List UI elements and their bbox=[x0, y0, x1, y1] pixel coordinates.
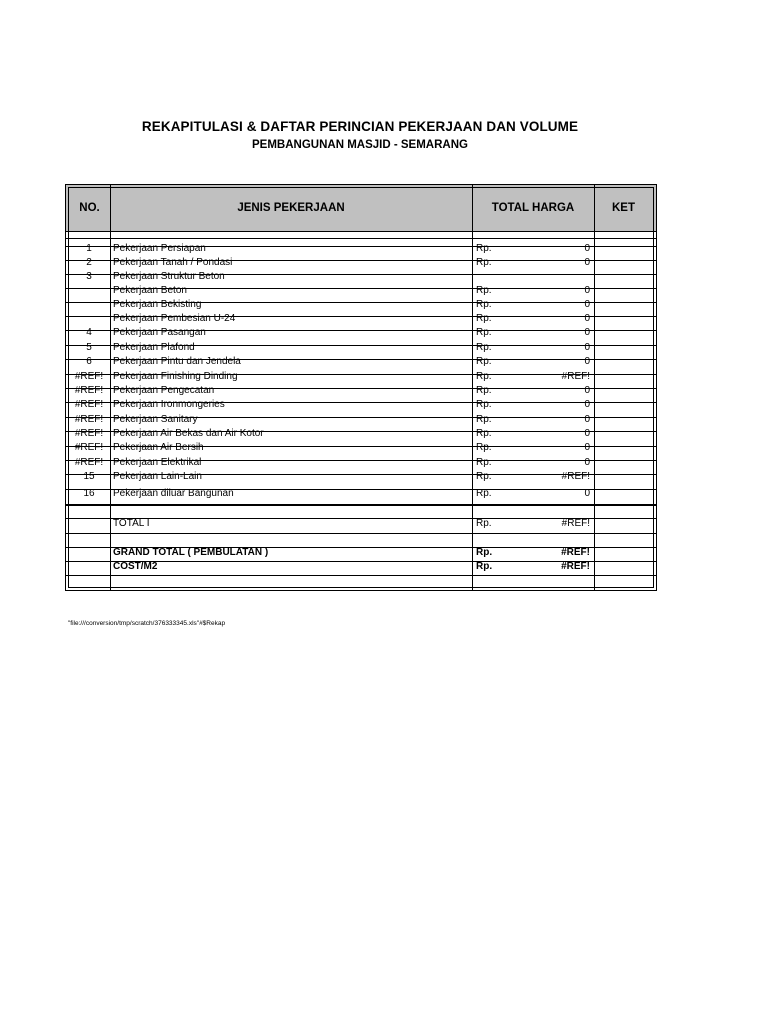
currency-label: Rp. bbox=[476, 414, 492, 425]
item-name: Pekerjaan Pasangan bbox=[113, 327, 206, 338]
item-number: 2 bbox=[86, 257, 92, 268]
item-name: Pekerjaan Pembesian U-24 bbox=[113, 313, 236, 324]
item-value: 0 bbox=[584, 243, 590, 254]
item-number: #REF! bbox=[74, 399, 104, 410]
table-row bbox=[66, 326, 656, 340]
item-value: 0 bbox=[584, 385, 590, 396]
currency-label: Rp. bbox=[476, 471, 492, 482]
row-divider bbox=[66, 238, 656, 239]
table-row bbox=[66, 470, 656, 484]
currency-label: Rp. bbox=[476, 257, 492, 268]
item-value: 0 bbox=[584, 356, 590, 367]
item-value: 0 bbox=[584, 414, 590, 425]
currency-label: Rp. bbox=[476, 399, 492, 410]
item-number: #REF! bbox=[74, 457, 104, 468]
table-row bbox=[66, 256, 656, 270]
currency-label: Rp. bbox=[476, 342, 492, 353]
row-divider bbox=[66, 533, 656, 534]
table-row bbox=[66, 284, 656, 298]
item-value: 0 bbox=[584, 327, 590, 338]
item-value: #REF! bbox=[561, 471, 590, 482]
currency-label: Rp. bbox=[476, 243, 492, 254]
item-number: 5 bbox=[86, 342, 92, 353]
item-value: 0 bbox=[584, 285, 590, 296]
currency-label: Rp. bbox=[476, 488, 492, 499]
item-name: Pekerjaan Persiapan bbox=[113, 243, 206, 254]
item-name: Pekerjaan Sanitary bbox=[113, 414, 198, 425]
recap-table bbox=[65, 184, 657, 591]
table-row bbox=[66, 270, 656, 284]
currency-label: Rp. bbox=[476, 518, 492, 529]
item-number: 4 bbox=[86, 327, 92, 338]
column-header-total: TOTAL HARGA bbox=[491, 202, 575, 214]
item-number: 16 bbox=[83, 488, 95, 499]
item-name: Pekerjaan Struktur Beton bbox=[113, 271, 225, 282]
currency-label: Rp. bbox=[476, 547, 493, 558]
item-value: 0 bbox=[584, 342, 590, 353]
item-number: 1 bbox=[86, 243, 92, 254]
item-name: TOTAL I bbox=[113, 518, 150, 529]
item-name: Pekerjaan Pengecatan bbox=[113, 385, 215, 396]
table-row bbox=[66, 312, 656, 326]
currency-label: Rp. bbox=[476, 313, 492, 324]
item-value: 0 bbox=[584, 428, 590, 439]
item-number: #REF! bbox=[74, 442, 104, 453]
item-value: 0 bbox=[584, 457, 590, 468]
item-value: 0 bbox=[584, 299, 590, 310]
currency-label: Rp. bbox=[476, 327, 492, 338]
item-number: 3 bbox=[86, 271, 92, 282]
cost-per-m2-row bbox=[66, 560, 656, 574]
table-row bbox=[66, 298, 656, 312]
row-divider bbox=[66, 505, 656, 506]
item-name: COST/M2 bbox=[113, 561, 158, 572]
currency-label: Rp. bbox=[476, 299, 492, 310]
item-name: Pekerjaan Pintu dan Jendela bbox=[113, 356, 241, 367]
item-value bbox=[496, 270, 590, 284]
item-number bbox=[69, 312, 109, 326]
currency-label: Rp. bbox=[476, 356, 492, 367]
item-name: Pekerjaan Lain-Lain bbox=[113, 471, 202, 482]
item-value: 0 bbox=[584, 257, 590, 268]
table-row bbox=[66, 242, 656, 256]
item-name: Pekerjaan Air Bersih bbox=[113, 442, 204, 453]
item-value: #REF! bbox=[561, 371, 590, 382]
item-name: Pekerjaan diluar Bangunan bbox=[113, 488, 234, 499]
item-name: Pekerjaan Plafond bbox=[113, 342, 195, 353]
currency-label: Rp. bbox=[476, 442, 492, 453]
currency-label: Rp. bbox=[476, 561, 493, 572]
table-row bbox=[66, 341, 656, 355]
item-name: Pekerjaan Beton bbox=[113, 285, 187, 296]
item-number bbox=[69, 298, 109, 312]
currency-label: Rp. bbox=[476, 371, 492, 382]
table-row bbox=[66, 427, 656, 441]
currency-label: Rp. bbox=[476, 385, 492, 396]
item-name: Pekerjaan Bekisting bbox=[113, 299, 202, 310]
item-number: 15 bbox=[83, 471, 95, 482]
page-subtitle: PEMBANGUNAN MASJID - SEMARANG bbox=[252, 139, 468, 151]
table-row bbox=[66, 370, 656, 384]
table-row bbox=[66, 398, 656, 412]
item-name: Pekerjaan Elektrikal bbox=[113, 457, 202, 468]
table-header bbox=[66, 185, 656, 231]
item-value: #REF! bbox=[561, 547, 590, 558]
file-path-note: "file:///conversion/tmp/scratch/376333345.xls"#$Rekap bbox=[68, 620, 226, 627]
item-value: 0 bbox=[584, 442, 590, 453]
item-number: #REF! bbox=[74, 385, 104, 396]
item-number: #REF! bbox=[74, 371, 104, 382]
table-row bbox=[66, 355, 656, 369]
column-header-ket: KET bbox=[612, 202, 635, 214]
row-divider bbox=[66, 575, 656, 576]
item-value: 0 bbox=[584, 313, 590, 324]
table-row bbox=[66, 456, 656, 470]
item-name: Pekerjaan Air Bekas dan Air Kotor bbox=[113, 428, 264, 439]
page-title: REKAPITULASI & DAFTAR PERINCIAN PEKERJAAN DAN VOLUME bbox=[141, 119, 579, 134]
item-number: #REF! bbox=[74, 428, 104, 439]
currency-label: Rp. bbox=[476, 285, 492, 296]
table-row bbox=[66, 413, 656, 427]
table-row bbox=[66, 487, 656, 501]
item-number bbox=[69, 284, 109, 298]
table-row bbox=[66, 384, 656, 398]
item-value: 0 bbox=[584, 399, 590, 410]
currency-label: Rp. bbox=[476, 457, 492, 468]
item-name: Pekerjaan Finishing Dinding bbox=[113, 371, 238, 382]
item-name: Pekerjaan Tanah / Pondasi bbox=[113, 257, 233, 268]
column-header-no: NO. bbox=[79, 202, 100, 214]
column-header-jenis: JENIS PEKERJAAN bbox=[237, 202, 345, 214]
currency-label: Rp. bbox=[476, 428, 492, 439]
item-name: Pekerjaan Ironmongeries bbox=[113, 399, 225, 410]
item-value: #REF! bbox=[561, 561, 590, 572]
grand-total-row bbox=[66, 546, 656, 560]
item-number: 6 bbox=[86, 356, 92, 367]
total-row bbox=[66, 517, 656, 531]
item-number: #REF! bbox=[74, 414, 104, 425]
table-row bbox=[66, 441, 656, 455]
item-value: #REF! bbox=[561, 518, 590, 529]
row-divider bbox=[66, 231, 656, 232]
item-value: 0 bbox=[584, 488, 590, 499]
item-name: GRAND TOTAL ( PEMBULATAN ) bbox=[113, 547, 269, 558]
